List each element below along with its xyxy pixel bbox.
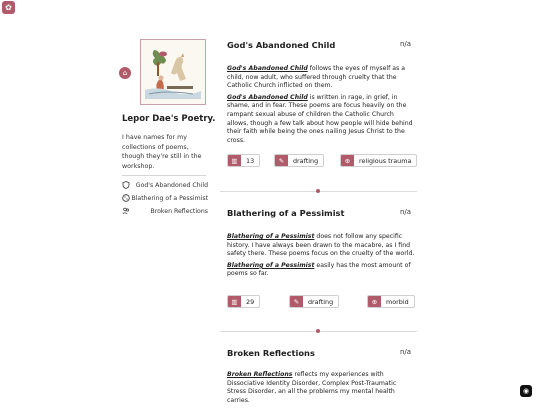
post-body bbox=[227, 65, 417, 148]
sidebar-item-gods-abandoned-child[interactable] bbox=[122, 180, 208, 190]
post-title[interactable]: God's Abandoned Child bbox=[227, 40, 336, 50]
building-icon: ▥ bbox=[228, 155, 241, 166]
help-icon[interactable]: ◉ bbox=[520, 385, 532, 397]
sidebar-item-label: God's Abandoned Child bbox=[135, 181, 208, 189]
separator-dot bbox=[316, 189, 320, 193]
stage-tag[interactable] bbox=[274, 154, 324, 167]
tag-label: religious trauma bbox=[359, 156, 412, 165]
tag-label: 13 bbox=[246, 156, 255, 165]
poem-count-tag[interactable] bbox=[227, 295, 260, 308]
post-status: n/a bbox=[400, 208, 412, 216]
poem-count-tag[interactable] bbox=[227, 154, 260, 167]
sidebar-item-label: Blathering of a Pessimist bbox=[131, 194, 208, 202]
post-body bbox=[227, 371, 417, 408]
separator-dot bbox=[316, 329, 320, 333]
post-text: reflects my experiences with Dissociative Identity Disorder, Complex Post-Traumatic Stress Disorder, an all the problems my mental health carries. bbox=[227, 371, 397, 404]
sidebar-divider bbox=[122, 175, 206, 176]
blog-title: Lepor Dae's Poetry. bbox=[122, 114, 216, 124]
post-link[interactable]: Blathering of a Pessimist bbox=[227, 233, 315, 240]
pencil-icon: ✎ bbox=[290, 296, 303, 307]
post-text: is written in rage, in grief, in shame, and in fear. These poems are focus heavily on the rampant sexual abuse of children the Catholic Church allows, though a few talk about how people will hide behind their faith while being the ones nailing Jesus Christ to the cross. bbox=[227, 93, 413, 144]
sidebar-item-broken-reflections[interactable] bbox=[122, 206, 208, 216]
sidebar-item-label: Broken Reflections bbox=[150, 207, 208, 215]
blog-description: I have names for my collections of poems, though they're still in the workshop. bbox=[122, 134, 202, 170]
shield-icon bbox=[122, 181, 130, 189]
post-title[interactable]: Blathering of a Pessimist bbox=[227, 208, 345, 218]
cookie-icon bbox=[122, 194, 130, 202]
topic-tag[interactable] bbox=[340, 154, 417, 167]
home-button[interactable]: ⌂ bbox=[119, 67, 131, 79]
tag-label: drafting bbox=[308, 297, 334, 306]
stage-tag[interactable] bbox=[289, 295, 339, 308]
post-status: n/a bbox=[400, 348, 412, 356]
post-link[interactable]: Blathering of a Pessimist bbox=[227, 261, 315, 269]
post-status: n/a bbox=[400, 40, 412, 48]
post-title[interactable]: Broken Reflections bbox=[227, 348, 315, 358]
pencil-icon: ✎ bbox=[275, 155, 288, 166]
tag-label: drafting bbox=[293, 156, 319, 165]
building-icon: ▥ bbox=[228, 296, 241, 307]
post-link[interactable]: Broken Reflections bbox=[227, 371, 293, 378]
post-text: does not follow any specific history. I have always been drawn to the macabre, as I find safety there. These poems focus on the cruelty of the world. bbox=[227, 233, 415, 258]
post-link[interactable]: God's Abandoned Child bbox=[227, 65, 308, 72]
globe-icon: ⊕ bbox=[341, 155, 354, 166]
post-link[interactable]: God's Abandoned Child bbox=[227, 93, 308, 101]
post-body bbox=[227, 233, 417, 282]
sidebar-item-blathering-of-a-pessimist[interactable] bbox=[122, 193, 208, 203]
post-text: follows the eyes of myself as a child, now adult, who suffered through cruelty that the Catholic Church inflicted on them. bbox=[227, 65, 406, 90]
avatar bbox=[140, 39, 206, 105]
globe-icon: ⊕ bbox=[368, 296, 381, 307]
post-text: easily has the most amount of poems so far. bbox=[227, 261, 411, 278]
people-icon bbox=[122, 207, 130, 215]
tumblr-logo-icon[interactable]: ✿ bbox=[2, 1, 15, 14]
tag-label: 29 bbox=[246, 297, 255, 306]
tag-label: morbid bbox=[386, 297, 409, 306]
topic-tag[interactable] bbox=[367, 295, 415, 308]
